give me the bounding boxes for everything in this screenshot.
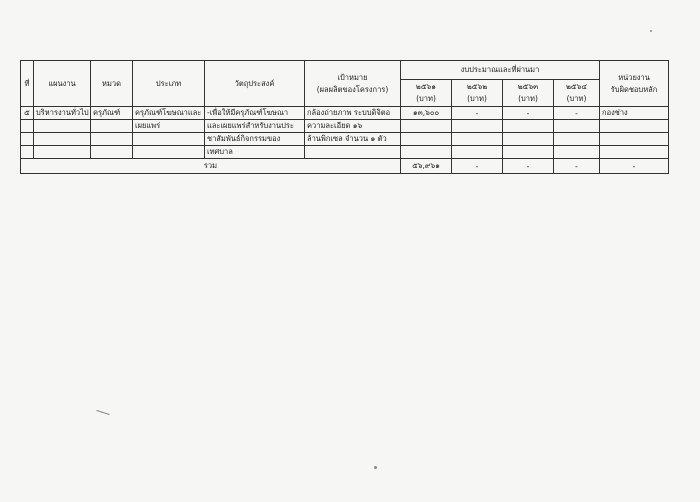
scan-speck: [374, 466, 377, 469]
cell-empty: [91, 120, 133, 133]
cell-empty: [34, 133, 91, 146]
cell-empty: [600, 133, 669, 146]
cell-empty: [133, 133, 205, 146]
cell-empty: [600, 146, 669, 159]
header-row-1: [21, 61, 669, 80]
header-budget-group: งบประมาณและที่ผ่านมา: [401, 61, 600, 80]
unit-label: (บาท): [467, 94, 487, 103]
cell-empty: [91, 133, 133, 146]
total-budget-1: ๕๖,๙๖๑: [401, 159, 452, 174]
cell-empty: [503, 146, 554, 159]
cell-empty: [452, 133, 503, 146]
header-target-line2: (ผลผลิตของโครงการ): [316, 84, 389, 94]
cell-empty: [133, 146, 205, 159]
cell-empty: [452, 120, 503, 133]
cell-empty: [34, 120, 91, 133]
header-agency-line2: รับผิดชอบหลัก: [610, 84, 658, 94]
header-year-4: [554, 80, 600, 107]
table-row: [21, 120, 669, 133]
cell-empty: [503, 133, 554, 146]
cell-empty: [91, 146, 133, 159]
cell-empty: [21, 120, 34, 133]
year-label: ๒๕๖๓: [517, 82, 539, 91]
table-row: [21, 133, 669, 146]
cell-agency: กองช่าง: [600, 107, 669, 120]
table-row: [21, 146, 669, 159]
header-year-3: [503, 80, 554, 107]
cell-target: ล้านพิกเซล จำนวน ๑ ตัว: [305, 133, 401, 146]
cell-objective: เทศบาล: [205, 146, 305, 159]
header-year-2: [452, 80, 503, 107]
cell-category: ครุภัณฑ์: [91, 107, 133, 120]
cell-empty: [401, 146, 452, 159]
total-row: [21, 159, 669, 174]
header-type: ประเภท: [133, 61, 205, 107]
cell-empty: [452, 146, 503, 159]
unit-label: (บาท): [566, 94, 587, 103]
cell-objective: และเผยแพร่สำหรับงานประ: [205, 120, 305, 133]
scan-speck: [96, 410, 110, 415]
cell-empty: [554, 133, 600, 146]
header-target: [305, 61, 401, 107]
header-objective: วัตถุประสงค์: [205, 61, 305, 107]
total-agency: -: [600, 159, 669, 174]
header-agency: [600, 61, 669, 107]
header-plan: แผนงาน: [34, 61, 91, 107]
unit-label: (บาท): [518, 94, 538, 103]
cell-empty: [21, 133, 34, 146]
year-label: ๒๕๖๑: [415, 82, 437, 91]
budget-table: [20, 60, 669, 174]
cell-type: ครุภัณฑ์โฆษณาและ: [133, 107, 205, 120]
cell-empty: [554, 146, 600, 159]
cell-empty: [503, 120, 554, 133]
unit-label: (บาท): [416, 94, 436, 103]
header-year-1: [401, 80, 452, 107]
total-budget-4: -: [554, 159, 600, 174]
header-category: หมวด: [91, 61, 133, 107]
cell-empty: [554, 120, 600, 133]
cell-empty: [401, 133, 452, 146]
year-label: ๒๕๖๒: [466, 82, 488, 91]
table-row: [21, 107, 669, 120]
header-no: ที่: [21, 61, 34, 107]
cell-target: กล้องถ่ายภาพ ระบบดิจิตอ: [305, 107, 401, 120]
cell-budget-3: -: [503, 107, 554, 120]
cell-empty: [305, 146, 401, 159]
cell-empty: [34, 146, 91, 159]
cell-empty: [600, 120, 669, 133]
year-label: ๒๕๖๔: [565, 82, 588, 91]
cell-objective: ชาสัมพันธ์กิจกรรมของ: [205, 133, 305, 146]
total-budget-2: -: [452, 159, 503, 174]
cell-budget-1: ๑๓,๖๐๐: [401, 107, 452, 120]
cell-type: เผยแพร่: [133, 120, 205, 133]
cell-budget-4: -: [554, 107, 600, 120]
cell-target: ความละเอียด ๑๖: [305, 120, 401, 133]
cell-no: ๕: [21, 107, 34, 120]
total-budget-3: -: [503, 159, 554, 174]
cell-objective: -เพื่อให้มีครุภัณฑ์โฆษณา: [205, 107, 305, 120]
total-label: รวม: [21, 159, 401, 174]
header-agency-line1: หน่วยงาน: [618, 72, 650, 82]
cell-plan: บริหารงานทั่วไป: [34, 107, 91, 120]
scan-speck: [650, 30, 652, 32]
cell-empty: [21, 146, 34, 159]
cell-budget-2: -: [452, 107, 503, 120]
header-target-line1: เป้าหมาย: [337, 72, 368, 82]
cell-empty: [401, 120, 452, 133]
